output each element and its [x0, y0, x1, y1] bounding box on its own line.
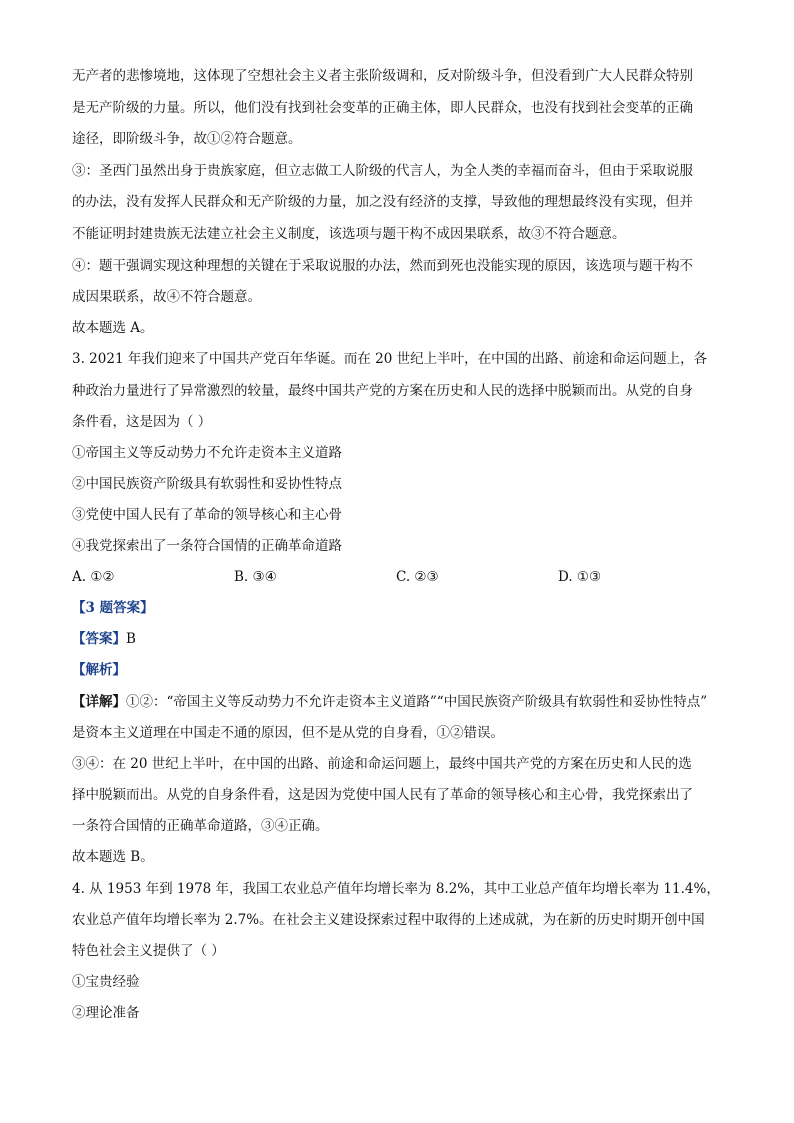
text-line: 途径，即阶级斗争，故①②符合题意。: [72, 131, 302, 147]
detail-line: 故本题选 B。: [72, 849, 154, 865]
question-3-options: [72, 567, 732, 587]
option-b: B. ③④: [234, 569, 277, 585]
question-3-item: ②中国民族资产阶级具有软弱性和妥协性特点: [72, 476, 342, 492]
answer-label: 【答案】: [72, 631, 126, 647]
answer-value: B: [126, 631, 136, 647]
text-line: 无产者的悲惨境地，这体现了空想社会主义者主张阶级调和，反对阶级斗争，但没看到广大人民群众特别: [72, 68, 693, 84]
question-3-stem: 种政治力量进行了异常激烈的较量，最终中国共产党的方案在历史和人民的选择中脱颖而出。从党的自身: [72, 383, 693, 399]
detail-line: 一条符合国情的正确革命道路，③④正确。: [72, 818, 329, 834]
question-4-stem: 特色社会主义提供了（ ）: [72, 943, 225, 959]
question-4-item: ②理论准备: [72, 1005, 140, 1021]
detail-line: 是资本主义道理在中国走不通的原因，但不是从党的自身看，①②错误。: [72, 725, 504, 741]
detail-line: 【详解】①②：“帝国主义等反动势力不允许走资本主义道路”“中国民族资产阶级具有软弱性和妥协性特点”: [72, 694, 708, 710]
detail-line: ③④：在 20 世纪上半叶，在中国的出路、前途和命运问题上，最终中国共产党的方案在历史和人民的选: [72, 756, 692, 772]
option-c: C. ②③: [396, 569, 439, 585]
analysis-label: 【解析】: [72, 662, 126, 678]
text-line: 的办法，没有发挥人民群众和无产阶级的力量，加之没有经济的支撑，导致他的理想最终没有实现，但并: [72, 194, 693, 210]
answer-line: [72, 629, 732, 649]
detail-line: 择中脱颖而出。从党的自身条件看，这是因为党使中国人民有了革命的领导核心和主心骨，我党探索出了: [72, 787, 693, 803]
text-line: 成因果联系，故④不符合题意。: [72, 289, 261, 305]
question-4-item: ①宝贵经验: [72, 974, 140, 990]
text-line: ③：圣西门虽然出身于贵族家庭，但立志做工人阶级的代言人，为全人类的幸福而奋斗，但由于采取说服: [72, 163, 693, 179]
text-line: 不能证明封建贵族无法建立社会主义制度，该选项与题干构不成因果联系，故③不符合题意。: [72, 226, 626, 242]
option-d: D. ①③: [558, 569, 602, 585]
question-3-stem: 3. 2021 年我们迎来了中国共产党百年华诞。而在 20 世纪上半叶，在中国的出路、前途和命运问题上，各: [72, 351, 708, 367]
question-3-stem: 条件看，这是因为（ ）: [72, 414, 212, 430]
text-line: 故本题选 A。: [72, 320, 154, 336]
question-3-item: ①帝国主义等反动势力不允许走资本主义道路: [72, 445, 342, 461]
option-a: A. ①②: [72, 569, 115, 585]
detail-label: 【详解】: [72, 694, 126, 710]
text-line: 是无产阶级的力量。所以，他们没有找到社会变革的正确主体，即人民群众，也没有找到社会变革的正确: [72, 100, 693, 116]
answer-header: 【3 题答案】: [72, 600, 154, 616]
question-3-item: ④我党探索出了一条符合国情的正确革命道路: [72, 538, 342, 554]
question-4-stem: 4. 从 1953 年到 1978 年，我国工农业总产值年均增长率为 8.2%，其中工业总产值年均增长率为 11.4%，: [72, 881, 720, 897]
text-line: ④：题干强调实现这种理想的关键在于采取说服的办法，然而到死也没能实现的原因，该选项与题干构不: [72, 258, 693, 274]
question-4-stem: 农业总产值年均增长率为 2.7%。在社会主义建设探索过程中取得的上述成就，为在新的历史时期开创中国: [72, 912, 705, 928]
question-3-item: ③党使中国人民有了革命的领导核心和主心骨: [72, 507, 342, 523]
